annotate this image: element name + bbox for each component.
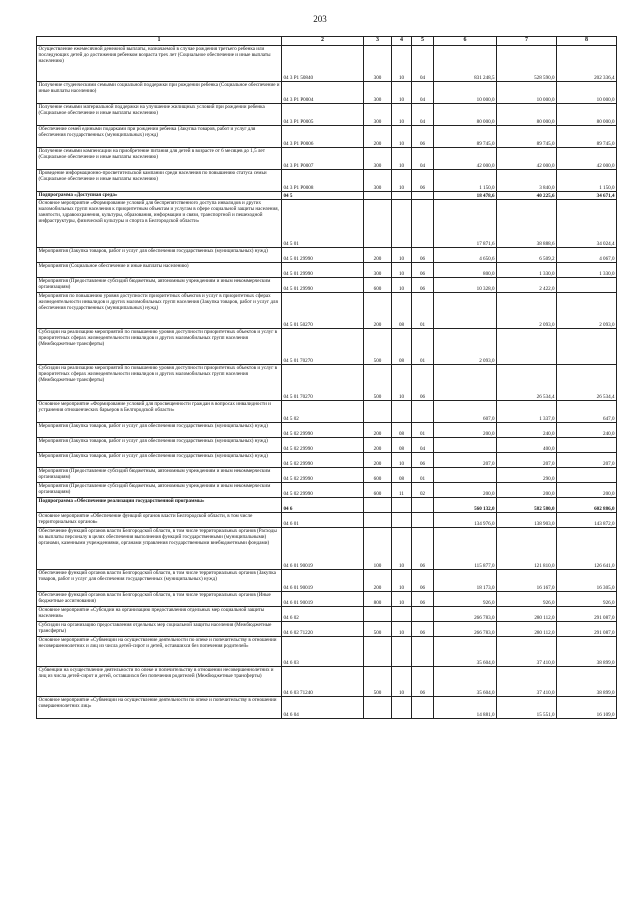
cell-name: Получение студенческими семьями социальной поддержки при рождении ребенка (Социальное обеспечение и иные выплаты населению) <box>37 82 282 104</box>
cell-rz: 08 <box>392 438 412 453</box>
cell-name: Субвенции на осуществление деятельности по опеке и попечительству в отношении несовершеннолетних и лиц из числа детей-сирот и детей, оставшихся без попечения родителей (Межбюджетные трансферты) <box>37 667 282 697</box>
cell-name: Подпрограмма «Обеспечение реализации государственной программы» <box>37 498 282 513</box>
table-row <box>37 46 617 82</box>
cell-code: 04 5 01 70270 <box>282 365 364 401</box>
cell-name: Мероприятия (Предоставление субсидий бюджетным, автономным учреждениям и иным некоммерческим организациям) <box>37 278 282 293</box>
cell-v3: 647,0 <box>557 401 617 423</box>
cell-v1 <box>434 365 497 401</box>
cell-name: Получение семьями компенсации на приобретение питания для детей в возрасте от 6 месяцев до 1,5 лет (Социальное обеспечение и иные выплаты населению) <box>37 148 282 170</box>
col-header-5: 5 <box>412 37 434 46</box>
table-row <box>37 82 617 104</box>
cell-name: Субсидии на реализацию мероприятий по повышению уровня доступности приоритетных объектов и услуг в приоритетных сферах жизнедеятельности инвалидов и других маломобильных групп населения (Межбюджетные трансферты) <box>37 365 282 401</box>
cell-v1: 10 000,0 <box>434 82 497 104</box>
cell-v1: 607,0 <box>434 401 497 423</box>
cell-code: 04 6 01 90019 <box>282 570 364 592</box>
cell-v3 <box>557 329 617 365</box>
cell-v1: 35 604,0 <box>434 637 497 667</box>
cell-v3: 89 745,0 <box>557 126 617 148</box>
cell-v2: 37 410,0 <box>497 667 557 697</box>
cell-v1: 266 783,0 <box>434 607 497 622</box>
cell-v1: 17 871,6 <box>434 200 497 248</box>
cell-pr: 06 <box>412 528 434 570</box>
cell-v2: 10 000,0 <box>497 82 557 104</box>
cell-name: Мероприятия (Закупка товаров, работ и услуг для обеспечения государственных (муниципальных) нужд) <box>37 453 282 468</box>
cell-rz: 10 <box>392 170 412 192</box>
cell-pr <box>412 200 434 248</box>
cell-vr: 200 <box>364 453 392 468</box>
cell-vr: 200 <box>364 293 392 329</box>
cell-rz: 10 <box>392 528 412 570</box>
cell-vr: 200 <box>364 423 392 438</box>
cell-v2: 37 410,0 <box>497 637 557 667</box>
table-row <box>37 667 617 697</box>
table-row <box>37 637 617 667</box>
cell-name: Подпрограмма «Доступная среда» <box>37 192 282 200</box>
cell-v2: 582 580,0 <box>497 498 557 513</box>
table-row <box>37 293 617 329</box>
table-row <box>37 329 617 365</box>
cell-name: Мероприятия (Социальное обеспечение и иные выплаты населению) <box>37 263 282 278</box>
cell-v1: 115 877,0 <box>434 528 497 570</box>
cell-v3: 80 000,0 <box>557 104 617 126</box>
col-header-3: 3 <box>364 37 392 46</box>
col-header-8: 8 <box>557 37 617 46</box>
cell-vr: 300 <box>364 46 392 82</box>
cell-vr: 600 <box>364 483 392 498</box>
cell-pr: 06 <box>412 170 434 192</box>
cell-v2: 528 590,0 <box>497 46 557 82</box>
cell-pr: 06 <box>412 248 434 263</box>
cell-code: 04 6 03 <box>282 637 364 667</box>
cell-v2: 280 112,0 <box>497 607 557 622</box>
cell-vr <box>364 401 392 423</box>
cell-name: Основное мероприятие «Субвенции на осуществление деятельности по опеке и попечительству в отношении совершеннолетних лиц» <box>37 697 282 719</box>
cell-v2: 290,0 <box>497 468 557 483</box>
cell-vr <box>364 498 392 513</box>
cell-v3: 38 899,0 <box>557 667 617 697</box>
cell-v2: 200,0 <box>497 483 557 498</box>
table-row <box>37 200 617 248</box>
cell-vr: 200 <box>364 570 392 592</box>
cell-pr <box>412 498 434 513</box>
cell-rz: 10 <box>392 148 412 170</box>
cell-v3 <box>557 278 617 293</box>
cell-pr: 04 <box>412 438 434 453</box>
col-header-4: 4 <box>392 37 412 46</box>
cell-vr: 100 <box>364 528 392 570</box>
cell-pr: 06 <box>412 126 434 148</box>
cell-code: 04 3 P1 P0006 <box>282 126 364 148</box>
cell-v2: 80 000,0 <box>497 104 557 126</box>
cell-vr <box>364 192 392 200</box>
cell-vr: 500 <box>364 329 392 365</box>
cell-code: 04 5 01 29990 <box>282 278 364 293</box>
cell-pr <box>412 697 434 719</box>
cell-code: 04 5 01 29990 <box>282 263 364 278</box>
cell-v2 <box>497 329 557 365</box>
cell-v1: 35 604,0 <box>434 667 497 697</box>
cell-rz: 10 <box>392 278 412 293</box>
cell-name: Осуществление ежемесячной денежной выплаты, назначаемой в случае рождения третьего ребенка или последующих детей до достижения ребенком возраста трех лет (Социальное обеспечение и иные выплаты населению) <box>37 46 282 82</box>
table-row <box>37 192 617 200</box>
table-row <box>37 104 617 126</box>
cell-pr: 06 <box>412 592 434 607</box>
cell-v1: 200,0 <box>434 423 497 438</box>
cell-vr <box>364 513 392 528</box>
cell-pr: 06 <box>412 263 434 278</box>
cell-rz <box>392 637 412 667</box>
cell-vr: 500 <box>364 622 392 637</box>
cell-vr: 800 <box>364 592 392 607</box>
cell-vr <box>364 637 392 667</box>
cell-v2: 1 330,0 <box>497 263 557 278</box>
cell-pr: 06 <box>412 570 434 592</box>
cell-code: 04 6 02 71220 <box>282 622 364 637</box>
table-row <box>37 483 617 498</box>
cell-code: 04 5 01 29990 <box>282 248 364 263</box>
cell-v3: 16 305,0 <box>557 570 617 592</box>
cell-pr: 04 <box>412 82 434 104</box>
cell-v2: 121 810,0 <box>497 528 557 570</box>
cell-code: 04 5 02 29990 <box>282 483 364 498</box>
cell-vr: 600 <box>364 278 392 293</box>
cell-vr: 300 <box>364 148 392 170</box>
cell-v1: 4 650,6 <box>434 248 497 263</box>
table-row <box>37 607 617 622</box>
cell-name: Обеспечение функций органов власти Белгородской области, в том числе территориальных органов (Расходы на выплаты персоналу в целях обеспечения выполнения функций государственными (муниципальными) органами, казенными учреждениями, органами управления государственными внебюджетными фондами) <box>37 528 282 570</box>
cell-rz <box>392 697 412 719</box>
table-row <box>37 468 617 483</box>
cell-vr: 300 <box>364 263 392 278</box>
cell-v1: 831 248,5 <box>434 46 497 82</box>
cell-name: Обеспечение функций органов власти Белгородской области, в том числе территориальных органов (Закупка товаров, работ и услуг для обеспечения государственных (муниципальных) нужд) <box>37 570 282 592</box>
cell-code: 04 5 02 29990 <box>282 453 364 468</box>
cell-v3: 4 067,0 <box>557 248 617 263</box>
cell-v1 <box>434 468 497 483</box>
cell-rz <box>392 498 412 513</box>
table-body <box>37 46 617 719</box>
cell-rz <box>392 200 412 248</box>
cell-v3: 1 330,0 <box>557 263 617 278</box>
cell-pr: 01 <box>412 293 434 329</box>
cell-v2: 42 000,0 <box>497 148 557 170</box>
cell-rz: 11 <box>392 483 412 498</box>
cell-vr: 200 <box>364 248 392 263</box>
table-row <box>37 592 617 607</box>
cell-rz: 08 <box>392 468 412 483</box>
cell-rz: 10 <box>392 46 412 82</box>
cell-code: 04 6 01 90019 <box>282 528 364 570</box>
table-row <box>37 278 617 293</box>
cell-code: 04 6 03 71240 <box>282 667 364 697</box>
cell-name: Обеспечение семей едиными подарками при рождении ребенка (Закупка товаров, работ и услуг для обеспечения государственных (муниципальных) нужд) <box>37 126 282 148</box>
cell-vr: 200 <box>364 438 392 453</box>
cell-vr: 200 <box>364 126 392 148</box>
table-row <box>37 697 617 719</box>
cell-v1: 42 000,0 <box>434 148 497 170</box>
table-row <box>37 148 617 170</box>
cell-v3: 202 336,4 <box>557 46 617 82</box>
budget-table <box>36 36 617 719</box>
cell-pr: 06 <box>412 622 434 637</box>
cell-v3: 602 886,0 <box>557 498 617 513</box>
cell-v2: 400,0 <box>497 438 557 453</box>
cell-pr: 04 <box>412 148 434 170</box>
cell-name: Мероприятия (Предоставление субсидий бюджетным, автономным учреждениям и иным некоммерческим организациям) <box>37 483 282 498</box>
cell-v1: 560 132,0 <box>434 498 497 513</box>
cell-v3: 926,0 <box>557 592 617 607</box>
col-header-7: 7 <box>497 37 557 46</box>
cell-vr: 500 <box>364 667 392 697</box>
cell-pr: 06 <box>412 278 434 293</box>
cell-v3: 34 671,4 <box>557 192 617 200</box>
cell-v3: 143 872,0 <box>557 513 617 528</box>
table-row <box>37 513 617 528</box>
table-row <box>37 570 617 592</box>
col-header-1: 1 <box>37 37 282 46</box>
cell-pr: 06 <box>412 453 434 468</box>
cell-rz: 10 <box>392 622 412 637</box>
cell-code: 04 6 04 <box>282 697 364 719</box>
cell-name: Мероприятия (Закупка товаров, работ и услуг для обеспечения государственных (муниципальных) нужд) <box>37 248 282 263</box>
cell-name: Основное мероприятие «Формирование условий для беспрепятственного доступа инвалидов и других маломобильных групп населения к приоритетным объектам и услугам в сфере социальной защиты населения, занятости, здравоохранения, культуры, образования, информации и связи, транспортной и пешеходной инфраструктуры, физической культуры и спорта в Белгородской области» <box>37 200 282 248</box>
cell-code: 04 5 02 29990 <box>282 438 364 453</box>
cell-name: Получение семьями материальной поддержки на улучшение жилищных условий при рождении ребенка (Социальное обеспечение и иные выплаты населению) <box>37 104 282 126</box>
cell-code: 04 5 <box>282 192 364 200</box>
cell-pr <box>412 637 434 667</box>
cell-v3: 16 109,0 <box>557 697 617 719</box>
cell-vr: 300 <box>364 170 392 192</box>
table-row <box>37 453 617 468</box>
cell-v1: 134 976,0 <box>434 513 497 528</box>
cell-code: 04 6 01 <box>282 513 364 528</box>
table-row <box>37 401 617 423</box>
cell-v1: 207,0 <box>434 453 497 468</box>
cell-rz: 10 <box>392 104 412 126</box>
cell-code: 04 5 02 <box>282 401 364 423</box>
cell-v3: 1 150,0 <box>557 170 617 192</box>
cell-rz: 10 <box>392 453 412 468</box>
cell-rz: 08 <box>392 293 412 329</box>
cell-name: Проведение информационно-просветительской кампании среди населения по повышению статуса семьи (Социальное обеспечение и иные выплаты населению) <box>37 170 282 192</box>
table-row <box>37 438 617 453</box>
cell-pr: 01 <box>412 329 434 365</box>
cell-name: Мероприятия (Предоставление субсидий бюджетным, автономным учреждениям и иным некоммерческим организациям) <box>37 468 282 483</box>
cell-rz: 10 <box>392 667 412 697</box>
cell-name: Субсидии на организацию предоставления отдельных мер социальной защиты населения (Межбюджетные трансферты) <box>37 622 282 637</box>
cell-pr <box>412 401 434 423</box>
cell-v3: 38 899,0 <box>557 637 617 667</box>
cell-v2: 3 840,0 <box>497 170 557 192</box>
cell-v3: 2 093,0 <box>557 293 617 329</box>
cell-v1: 89 745,0 <box>434 126 497 148</box>
cell-code: 04 5 01 70270 <box>282 329 364 365</box>
cell-v1: 800,0 <box>434 263 497 278</box>
cell-v3: 10 000,0 <box>557 82 617 104</box>
cell-rz: 10 <box>392 82 412 104</box>
cell-name: Основное мероприятие «Обеспечение функций органов власти Белгородской области, в том числе территориальных органов» <box>37 513 282 528</box>
cell-rz: 10 <box>392 248 412 263</box>
cell-v2: 207,0 <box>497 453 557 468</box>
cell-v1: 14 881,0 <box>434 697 497 719</box>
cell-rz: 10 <box>392 263 412 278</box>
table-header-row <box>37 37 617 46</box>
cell-v3: 26 534,4 <box>557 365 617 401</box>
page-number: 203 <box>313 14 327 24</box>
cell-vr: 500 <box>364 365 392 401</box>
cell-vr <box>364 697 392 719</box>
cell-name: Основное мероприятие «Субсидии на организацию предоставления отдельных мер социальной защиты населения» <box>37 607 282 622</box>
cell-vr: 300 <box>364 104 392 126</box>
cell-v3 <box>557 468 617 483</box>
table-row <box>37 498 617 513</box>
cell-rz: 10 <box>392 592 412 607</box>
cell-rz <box>392 607 412 622</box>
cell-vr: 300 <box>364 82 392 104</box>
cell-v2: 280 112,0 <box>497 622 557 637</box>
cell-code: 04 3 P1 50840 <box>282 46 364 82</box>
cell-v3: 207,0 <box>557 453 617 468</box>
table-row <box>37 170 617 192</box>
cell-v1 <box>434 438 497 453</box>
cell-v2: 26 534,4 <box>497 365 557 401</box>
cell-name: Мероприятия (Закупка товаров, работ и услуг для обеспечения государственных (муниципальных) нужд) <box>37 438 282 453</box>
cell-vr <box>364 200 392 248</box>
cell-v2: 16 167,0 <box>497 570 557 592</box>
cell-name: Обеспечение функций органов власти Белгородской области, в том числе территориальных органов (Иные бюджетные ассигнования) <box>37 592 282 607</box>
table-row <box>37 248 617 263</box>
cell-name: Основное мероприятие «Субвенции на осуществление деятельности по опеке и попечительству в отношении несовершеннолетних и лиц из числа детей-сирот и детей, оставшихся без попечения родителей» <box>37 637 282 667</box>
col-header-2: 2 <box>282 37 364 46</box>
cell-v1: 80 000,0 <box>434 104 497 126</box>
cell-v2: 15 551,0 <box>497 697 557 719</box>
cell-v1: 10 328,0 <box>434 278 497 293</box>
cell-v3: 240,0 <box>557 423 617 438</box>
cell-v2: 2 093,0 <box>497 293 557 329</box>
cell-v2: 138 903,0 <box>497 513 557 528</box>
cell-code: 04 5 01 <box>282 200 364 248</box>
cell-code: 04 6 01 90019 <box>282 592 364 607</box>
cell-v3 <box>557 438 617 453</box>
cell-pr: 06 <box>412 667 434 697</box>
cell-v1: 2 093,0 <box>434 329 497 365</box>
cell-rz: 10 <box>392 570 412 592</box>
cell-pr <box>412 513 434 528</box>
cell-v3: 200,0 <box>557 483 617 498</box>
cell-pr: 06 <box>412 365 434 401</box>
table-row <box>37 365 617 401</box>
cell-v1: 266 783,0 <box>434 622 497 637</box>
cell-v3: 291 087,0 <box>557 607 617 622</box>
cell-code: 04 3 P1 P0005 <box>282 104 364 126</box>
cell-rz <box>392 192 412 200</box>
cell-v1: 200,0 <box>434 483 497 498</box>
table-row <box>37 622 617 637</box>
cell-pr: 01 <box>412 468 434 483</box>
cell-code: 04 5 01 50270 <box>282 293 364 329</box>
cell-rz <box>392 401 412 423</box>
cell-v2: 38 888,6 <box>497 200 557 248</box>
cell-v2: 926,0 <box>497 592 557 607</box>
col-header-6: 6 <box>434 37 497 46</box>
cell-code: 04 5 02 29990 <box>282 423 364 438</box>
cell-name: Мероприятия (Закупка товаров, работ и услуг для обеспечения государственных (муниципальных) нужд) <box>37 423 282 438</box>
table-row <box>37 528 617 570</box>
cell-rz: 08 <box>392 423 412 438</box>
cell-v2: 2 422,0 <box>497 278 557 293</box>
cell-pr: 01 <box>412 423 434 438</box>
cell-pr <box>412 192 434 200</box>
cell-v2: 240,0 <box>497 423 557 438</box>
cell-pr <box>412 607 434 622</box>
cell-rz: 08 <box>392 329 412 365</box>
table-row <box>37 126 617 148</box>
cell-pr: 04 <box>412 46 434 82</box>
cell-name: Субсидии на реализацию мероприятий по повышению уровня доступности приоритетных объектов и услуг в приоритетных сферах жизнедеятельности инвалидов и других маломобильных групп населения (Межбюджетные трансферты) <box>37 329 282 365</box>
cell-v3: 126 641,0 <box>557 528 617 570</box>
cell-code: 04 6 02 <box>282 607 364 622</box>
cell-pr: 02 <box>412 483 434 498</box>
cell-code: 04 5 02 29990 <box>282 468 364 483</box>
cell-v2: 6 509,2 <box>497 248 557 263</box>
cell-name: Мероприятия по повышению уровня доступности приоритетных объектов и услуг в приоритетных сферах жизнедеятельности инвалидов и других маломобильных групп населения (Закупка товаров, работ и услуг для обеспечения государственных (муниципальных) нужд) <box>37 293 282 329</box>
cell-vr <box>364 607 392 622</box>
table-row <box>37 423 617 438</box>
cell-v2: 40 225,6 <box>497 192 557 200</box>
cell-v1: 1 150,0 <box>434 170 497 192</box>
cell-code: 04 6 <box>282 498 364 513</box>
cell-v3: 34 024,4 <box>557 200 617 248</box>
cell-v3: 42 000,0 <box>557 148 617 170</box>
cell-code: 04 3 P1 P0008 <box>282 170 364 192</box>
cell-rz: 10 <box>392 365 412 401</box>
cell-rz: 10 <box>392 126 412 148</box>
cell-v1 <box>434 293 497 329</box>
cell-name: Основное мероприятие «Формирование условий для просвещенности граждан в вопросах инвалидности и устранения отношенческих барьеров в Белгородской области» <box>37 401 282 423</box>
cell-v1: 18 173,0 <box>434 570 497 592</box>
cell-v3: 291 087,0 <box>557 622 617 637</box>
cell-v2: 89 745,0 <box>497 126 557 148</box>
cell-v2: 1 337,0 <box>497 401 557 423</box>
cell-v1: 18 478,6 <box>434 192 497 200</box>
cell-code: 04 3 P1 P0007 <box>282 148 364 170</box>
table-row <box>37 263 617 278</box>
cell-pr: 04 <box>412 104 434 126</box>
cell-rz <box>392 513 412 528</box>
cell-v1: 926,0 <box>434 592 497 607</box>
cell-code: 04 3 P1 P0004 <box>282 82 364 104</box>
cell-vr: 600 <box>364 468 392 483</box>
